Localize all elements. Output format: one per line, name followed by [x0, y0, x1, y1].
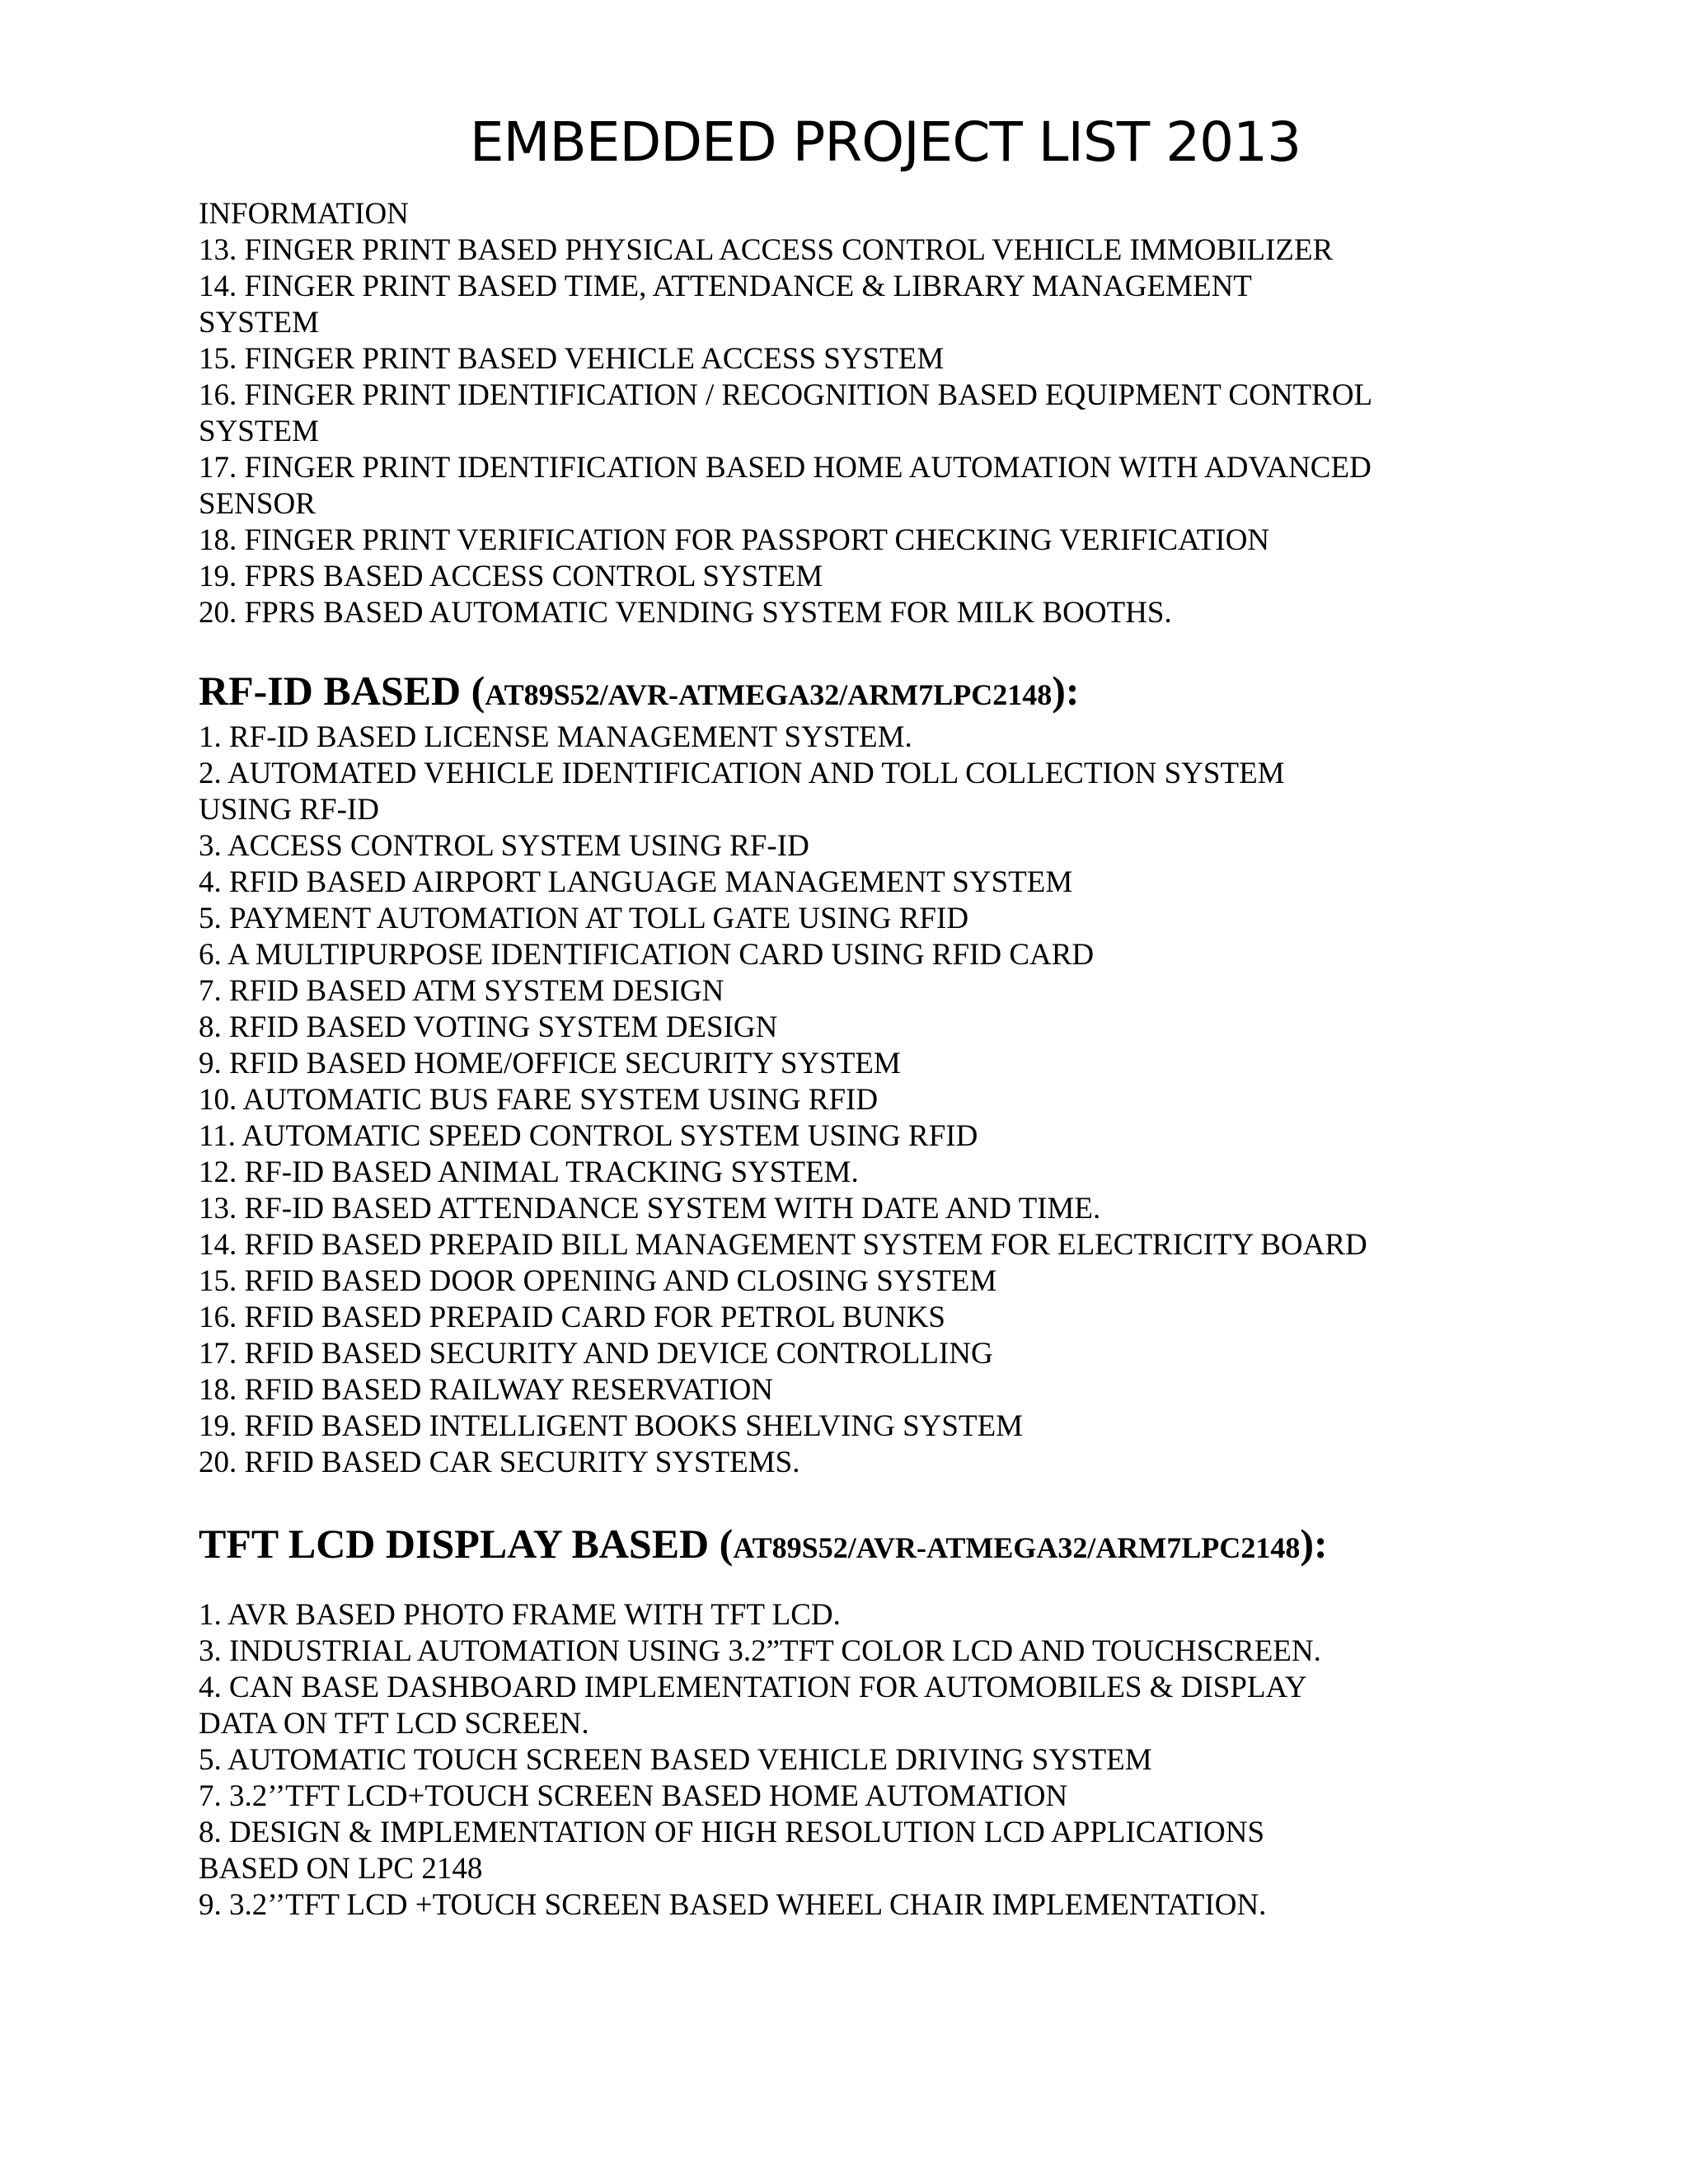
list-line: SENSOR — [199, 487, 316, 521]
list-line: BASED ON LPC 2148 — [199, 1852, 483, 1886]
list-line: DATA ON TFT LCD SCREEN. — [199, 1707, 589, 1741]
list-line: 16. RFID BASED PREPAID CARD FOR PETROL BUNKS — [199, 1301, 945, 1334]
list-line: 19. FPRS BASED ACCESS CONTROL SYSTEM — [199, 560, 823, 593]
list-line: 2. AUTOMATED VEHICLE IDENTIFICATION AND TOLL COLLECTION SYSTEM — [199, 757, 1285, 790]
section-heading-controllers: AT89S52/AVR-ATMEGA32/ARM7LPC2148 — [485, 678, 1053, 711]
list-line: SYSTEM — [199, 415, 319, 448]
list-line: 17. RFID BASED SECURITY AND DEVICE CONTROLLING — [199, 1337, 993, 1371]
list-line: 4. CAN BASE DASHBOARD IMPLEMENTATION FOR AUTOMOBILES & DISPLAY — [199, 1671, 1307, 1704]
list-line: 6. A MULTIPURPOSE IDENTIFICATION CARD USING RFID CARD — [199, 938, 1095, 972]
section-heading-main: TFT LCD DISPLAY BASED ( — [199, 1521, 734, 1567]
list-line: 14. RFID BASED PREPAID BILL MANAGEMENT SYSTEM FOR ELECTRICITY BOARD — [199, 1228, 1367, 1262]
list-line: INFORMATION — [199, 197, 409, 231]
list-line: 9. 3.2’’TFT LCD +TOUCH SCREEN BASED WHEEL CHAIR IMPLEMENTATION. — [199, 1888, 1267, 1922]
list-line: 5. AUTOMATIC TOUCH SCREEN BASED VEHICLE DRIVING SYSTEM — [199, 1743, 1152, 1777]
list-line: 5. PAYMENT AUTOMATION AT TOLL GATE USING RFID — [199, 902, 969, 935]
rfid-project-list — [199, 719, 1484, 1481]
list-line: 4. RFID BASED AIRPORT LANGUAGE MANAGEMENT SYSTEM — [199, 865, 1073, 899]
list-line: SYSTEM — [199, 306, 319, 340]
section-heading-end: ): — [1300, 1521, 1328, 1567]
list-line: 7. 3.2’’TFT LCD+TOUCH SCREEN BASED HOME AUTOMATION — [199, 1779, 1068, 1813]
list-line: 20. FPRS BASED AUTOMATIC VENDING SYSTEM FOR MILK BOOTHS. — [199, 596, 1172, 630]
section-heading-tft-lcd — [199, 1519, 1484, 1572]
document-body — [199, 196, 1484, 1924]
list-line: 15. FINGER PRINT BASED VEHICLE ACCESS SYSTEM — [199, 342, 945, 376]
list-line: 3. INDUSTRIAL AUTOMATION USING 3.2”TFT COLOR LCD AND TOUCHSCREEN. — [199, 1634, 1321, 1668]
list-line: 18. FINGER PRINT VERIFICATION FOR PASSPORT CHECKING VERIFICATION — [199, 523, 1270, 557]
list-line: 20. RFID BASED CAR SECURITY SYSTEMS. — [199, 1446, 800, 1479]
list-line: 8. RFID BASED VOTING SYSTEM DESIGN — [199, 1010, 778, 1044]
tft-lcd-project-list — [199, 1597, 1484, 1924]
list-line: 18. RFID BASED RAILWAY RESERVATION — [199, 1373, 774, 1407]
page-title: EMBEDDED PROJECT LIST 2013 — [469, 110, 1301, 174]
list-line: 14. FINGER PRINT BASED TIME, ATTENDANCE & LIBRARY MANAGEMENT — [199, 269, 1252, 303]
list-line: 19. RFID BASED INTELLIGENT BOOKS SHELVING SYSTEM — [199, 1409, 1024, 1443]
list-line: USING RF-ID — [199, 793, 379, 827]
list-line: 8. DESIGN & IMPLEMENTATION OF HIGH RESOLUTION LCD APPLICATIONS — [199, 1816, 1265, 1849]
list-line: 10. AUTOMATIC BUS FARE SYSTEM USING RFID — [199, 1083, 879, 1117]
section-heading-rfid — [199, 666, 1484, 719]
list-line: 15. RFID BASED DOOR OPENING AND CLOSING SYSTEM — [199, 1264, 997, 1298]
list-line: 13. RF-ID BASED ATTENDANCE SYSTEM WITH DATE AND TIME. — [199, 1192, 1101, 1226]
list-line: 1. AVR BASED PHOTO FRAME WITH TFT LCD. — [199, 1598, 841, 1632]
list-line: 1. RF-ID BASED LICENSE MANAGEMENT SYSTEM. — [199, 720, 912, 754]
list-line: 13. FINGER PRINT BASED PHYSICAL ACCESS CONTROL VEHICLE IMMOBILIZER — [199, 233, 1334, 267]
section-heading-end: ): — [1052, 668, 1080, 714]
list-line: 12. RF-ID BASED ANIMAL TRACKING SYSTEM. — [199, 1155, 859, 1189]
list-line: 17. FINGER PRINT IDENTIFICATION BASED HOME AUTOMATION WITH ADVANCED — [199, 451, 1372, 485]
intro-list — [199, 196, 1484, 631]
section-heading-main: RF-ID BASED ( — [199, 668, 485, 714]
list-line: 16. FINGER PRINT IDENTIFICATION / RECOGNITION BASED EQUIPMENT CONTROL — [199, 378, 1373, 412]
list-line: 9. RFID BASED HOME/OFFICE SECURITY SYSTEM — [199, 1047, 901, 1080]
list-line: 11. AUTOMATIC SPEED CONTROL SYSTEM USING RFID — [199, 1119, 978, 1153]
list-line: 3. ACCESS CONTROL SYSTEM USING RF-ID — [199, 829, 809, 863]
section-heading-controllers: AT89S52/AVR-ATMEGA32/ARM7LPC2148 — [733, 1531, 1301, 1564]
list-line: 7. RFID BASED ATM SYSTEM DESIGN — [199, 974, 724, 1008]
